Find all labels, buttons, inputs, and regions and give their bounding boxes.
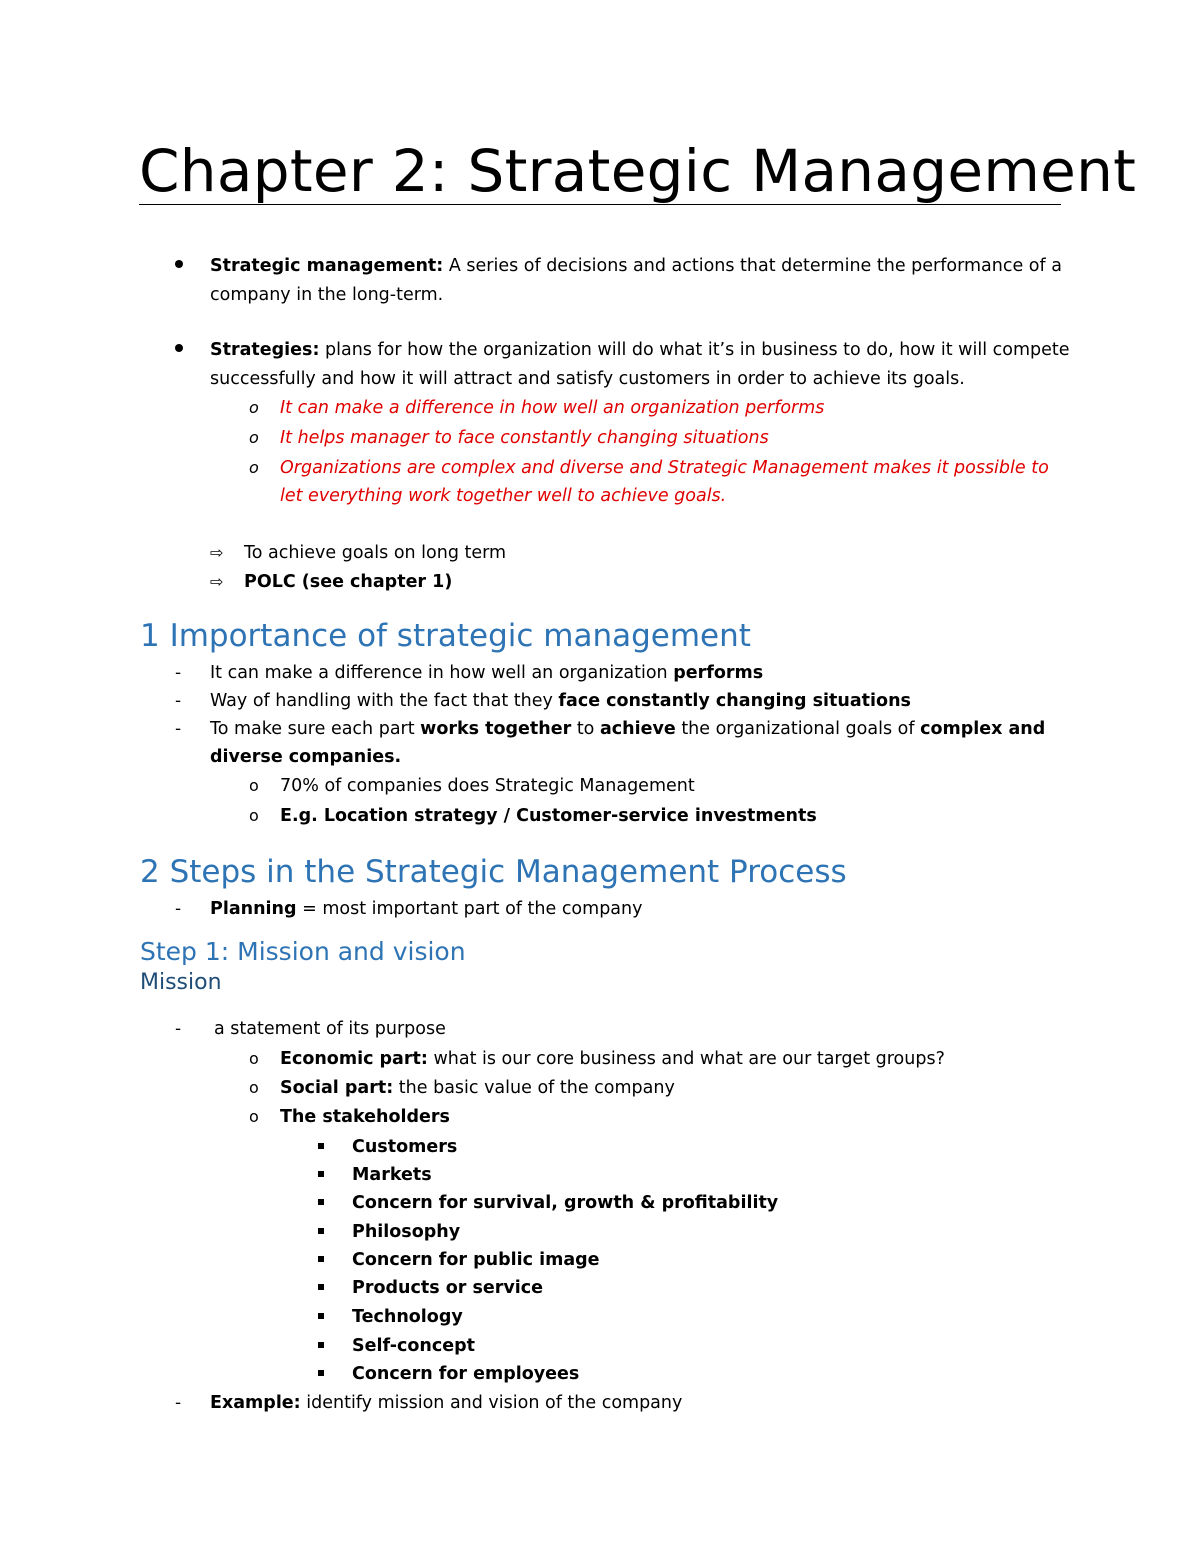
stakeholder-item: Customers (352, 1137, 458, 1157)
dash-bullet-icon: - (175, 691, 182, 711)
bold-text: works together (420, 719, 572, 739)
circle-bullet-icon: o (249, 398, 259, 417)
term: The stakeholders (280, 1107, 450, 1127)
red-point-1: It can make a difference in how well an organization performs (280, 398, 825, 418)
mission-part-1 (280, 1048, 945, 1070)
term: Example: (210, 1393, 301, 1413)
text: It can make a difference in how well an organization (210, 663, 674, 683)
stakeholder-item: Concern for public image (352, 1250, 600, 1270)
text: what is our core business and what are our target groups? (427, 1049, 945, 1069)
stakeholder-item: Products or service (352, 1278, 544, 1298)
circle-bullet-icon: o (249, 458, 259, 477)
bullet-icon (175, 344, 183, 352)
text: = most important part of the company (296, 899, 643, 919)
mission-statement: a statement of its purpose (214, 1019, 446, 1039)
square-bullet-icon (318, 1171, 324, 1177)
text: the organizational goals of (675, 719, 921, 739)
bold-text: performs (673, 663, 764, 683)
arrow-point-2: POLC (see chapter 1) (244, 572, 453, 592)
circle-bullet-icon: o (249, 1049, 259, 1068)
circle-bullet-icon: o (249, 1078, 259, 1097)
section-1-item-2 (210, 690, 911, 712)
bold-text: complex and (920, 719, 1046, 739)
bullet-icon (175, 260, 183, 268)
text: the basic value of the company (393, 1078, 675, 1098)
bold-text: achieve (599, 719, 676, 739)
stakeholder-item: Philosophy (352, 1222, 461, 1242)
circle-bullet-icon: o (249, 776, 259, 795)
intro-bullet-2-cont: successfully and how it will attract and satisfy customers in order to achieve its goals. (210, 369, 965, 389)
section-1-item-1 (210, 662, 763, 684)
section-1-sub-2: E.g. Location strategy / Customer-service investments (280, 806, 817, 826)
stakeholder-item: Concern for employees (352, 1364, 580, 1384)
red-point-3-cont: let everything work together well to achieve goals. (280, 486, 727, 506)
term: Economic part: (280, 1049, 428, 1069)
example-line (210, 1392, 682, 1414)
step-1-heading: Step 1: Mission and vision (140, 937, 466, 966)
intro-bullet-2 (210, 339, 1070, 361)
stakeholder-item: Technology (352, 1307, 463, 1327)
section-2-heading: 2 Steps in the Strategic Management Process (140, 854, 847, 890)
dash-bullet-icon: - (175, 719, 182, 739)
term: Social part: (280, 1078, 394, 1098)
circle-bullet-icon: o (249, 428, 259, 447)
arrow-right-icon: ⇨ (210, 543, 224, 562)
dash-bullet-icon: - (175, 663, 182, 683)
section-1-item-3 (210, 718, 1045, 740)
circle-bullet-icon: o (249, 806, 259, 825)
text: Way of handling with the fact that they (210, 691, 559, 711)
title-underline (139, 204, 1061, 205)
square-bullet-icon (318, 1143, 324, 1149)
section-1-heading: 1 Importance of strategic management (140, 618, 751, 654)
arrow-point-1: To achieve goals on long term (244, 543, 507, 563)
term: Strategic management: (210, 256, 444, 276)
square-bullet-icon (318, 1199, 324, 1205)
stakeholder-item: Self-concept (352, 1336, 476, 1356)
dash-bullet-icon: - (175, 1393, 182, 1413)
intro-bullet-1-cont: company in the long-term. (210, 285, 444, 305)
circle-bullet-icon: o (249, 1107, 259, 1126)
square-bullet-icon (318, 1256, 324, 1262)
mission-heading: Mission (140, 970, 222, 995)
intro-bullet-1 (210, 255, 1062, 277)
square-bullet-icon (318, 1313, 324, 1319)
planning-line (210, 898, 642, 920)
square-bullet-icon (318, 1370, 324, 1376)
term: Strategies: (210, 340, 320, 360)
text: identify mission and vision of the company (300, 1393, 683, 1413)
page-title: Chapter 2: Strategic Management (139, 137, 1137, 205)
text: To make sure each part (210, 719, 421, 739)
red-point-3: Organizations are complex and diverse and Strategic Management makes it possible to (280, 458, 1049, 478)
stakeholder-item: Markets (352, 1165, 432, 1185)
definition: A series of decisions and actions that determine the performance of a (443, 256, 1062, 276)
red-point-2: It helps manager to face constantly changing situations (280, 428, 769, 448)
section-1-item-3-cont: diverse companies. (210, 747, 402, 767)
stakeholder-item: Concern for survival, growth & profitability (352, 1193, 779, 1213)
definition: plans for how the organization will do what it’s in business to do, how it will compete (319, 340, 1070, 360)
square-bullet-icon (318, 1228, 324, 1234)
term: Planning (210, 899, 297, 919)
text: to (571, 719, 600, 739)
dash-bullet-icon: - (175, 899, 182, 919)
mission-part-2 (280, 1077, 675, 1099)
section-1-sub-1: 70% of companies does Strategic Management (280, 776, 695, 796)
square-bullet-icon (318, 1284, 324, 1290)
arrow-right-icon: ⇨ (210, 572, 224, 591)
dash-bullet-icon: - (175, 1019, 182, 1039)
mission-part-3 (280, 1106, 450, 1128)
bold-text: face constantly changing situations (558, 691, 911, 711)
square-bullet-icon (318, 1342, 324, 1348)
